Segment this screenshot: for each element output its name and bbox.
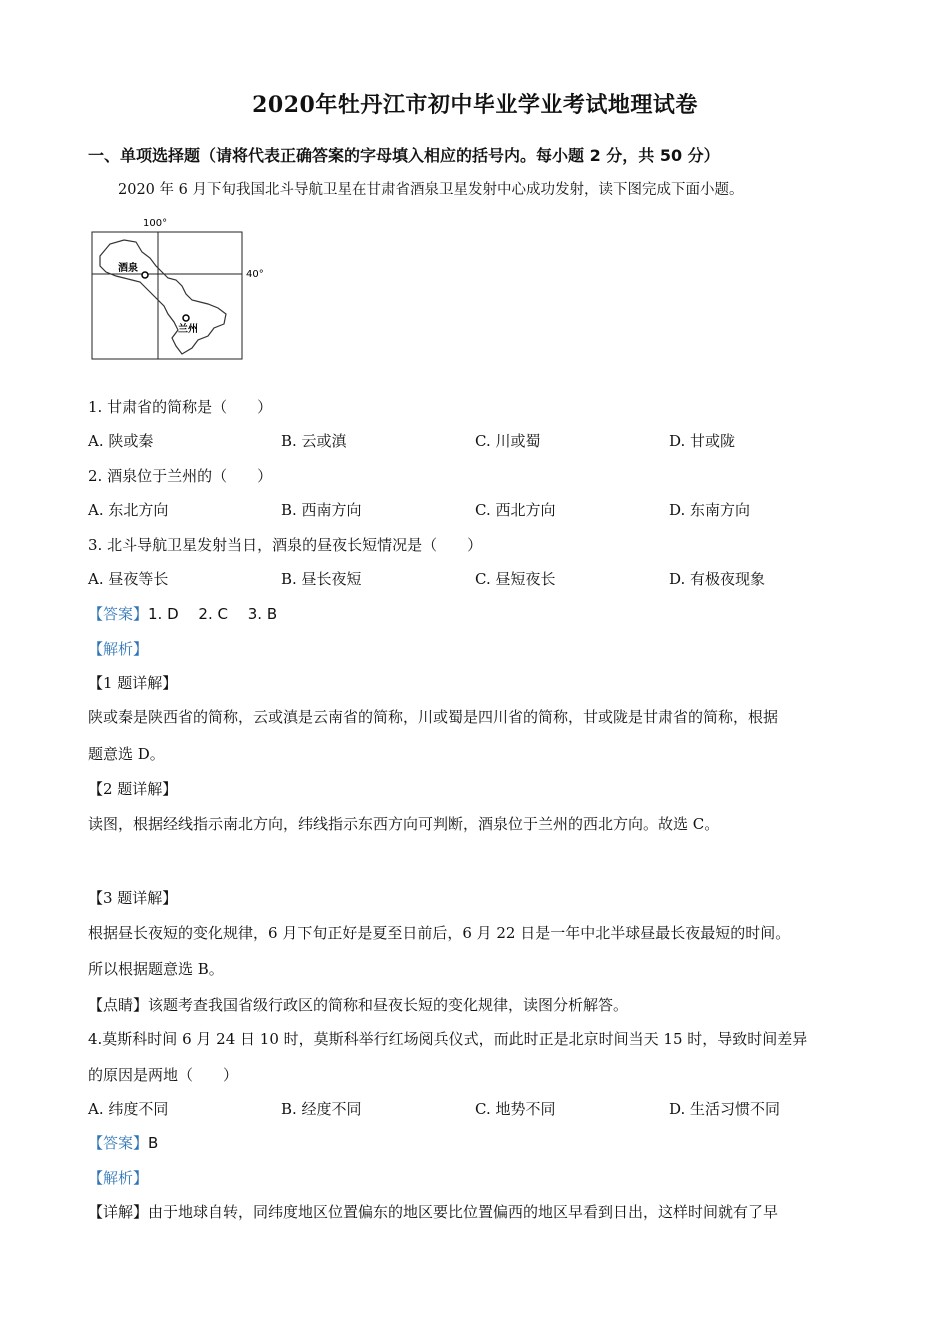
answer-row-4 bbox=[88, 1132, 158, 1153]
q1-option-d: D. 甘或陇 bbox=[669, 432, 736, 450]
q4-option-c: C. 地势不同 bbox=[475, 1100, 556, 1118]
answer-label: 【答案】 bbox=[88, 605, 149, 623]
section-heading: 一、单项选择题（请将代表正确答案的字母填入相应的括号内。每小题 2 分，共 50 分） bbox=[88, 146, 720, 165]
q2-option-a: A. 东北方向 bbox=[88, 501, 169, 519]
answer-text: 1. D 2. C 3. B bbox=[148, 605, 278, 623]
question-3-stem: 3. 北斗导航卫星发射当日，酒泉的昼夜长短情况是（ ） bbox=[88, 536, 483, 554]
gansu-map bbox=[88, 214, 288, 364]
q1-option-c: C. 川或蜀 bbox=[475, 432, 541, 450]
answer-label: 【答案】 bbox=[88, 1134, 149, 1152]
q1-option-b: B. 云或滇 bbox=[281, 432, 347, 450]
dianjing-note: 【点睛】该题考查我国省级行政区的简称和昼夜长短的变化规律，读图分析解答。 bbox=[88, 996, 629, 1014]
detail-1-line-2: 题意选 D。 bbox=[88, 745, 165, 763]
detail-3-line-1: 根据昼长夜短的变化规律，6 月下旬正好是夏至日前后，6 月 22 日是一年中北半球昼最长夜最短的时间。 bbox=[88, 924, 791, 942]
answer-text: B bbox=[148, 1134, 159, 1152]
question-4-stem-line-1: 4.莫斯科时间 6 月 24 日 10 时，莫斯科举行红场阅兵仪式，而此时正是北京时间当天 15 时，导致时间差异 bbox=[88, 1030, 808, 1048]
q3-option-a: A. 昼夜等长 bbox=[88, 570, 169, 588]
q4-option-d: D. 生活习惯不同 bbox=[669, 1100, 781, 1118]
detail-1-label: 【1 题详解】 bbox=[88, 674, 178, 692]
q3-option-b: B. 昼长夜短 bbox=[281, 570, 362, 588]
analysis-label-1: 【解析】 bbox=[88, 640, 149, 658]
detail-1-line-1: 陕或秦是陕西省的简称，云或滇是云南省的简称，川或蜀是四川省的简称，甘或陇是甘肃省的简称，根据 bbox=[88, 708, 779, 726]
detail-2-label: 【2 题详解】 bbox=[88, 780, 178, 798]
city-label-lanzhou: 兰州 bbox=[178, 324, 198, 335]
q4-option-a: A. 纬度不同 bbox=[88, 1100, 169, 1118]
question-4-stem-line-2: 的原因是两地（ ） bbox=[88, 1066, 239, 1084]
question-1-stem: 1. 甘肃省的简称是（ ） bbox=[88, 398, 273, 416]
map-graphic bbox=[88, 214, 288, 364]
page-title: 2020年牡丹江市初中毕业学业考试地理试卷 bbox=[252, 92, 698, 118]
q2-option-b: B. 西南方向 bbox=[281, 501, 362, 519]
q3-option-d: D. 有极夜现象 bbox=[669, 570, 766, 588]
q1-option-a: A. 陕或秦 bbox=[88, 432, 154, 450]
question-2-stem: 2. 酒泉位于兰州的（ ） bbox=[88, 467, 273, 485]
lanzhou-marker bbox=[183, 315, 189, 321]
q3-option-c: C. 昼短夜长 bbox=[475, 570, 556, 588]
q2-option-d: D. 东南方向 bbox=[669, 501, 751, 519]
answer-row-1 bbox=[88, 603, 277, 624]
gansu-outline bbox=[100, 240, 226, 354]
detail-3-label: 【3 题详解】 bbox=[88, 889, 178, 907]
detail-2-line-1: 读图，根据经线指示南北方向，纬线指示东西方向可判断，酒泉位于兰州的西北方向。故选 C。 bbox=[88, 815, 720, 833]
q2-option-c: C. 西北方向 bbox=[475, 501, 556, 519]
latitude-label: 40° bbox=[246, 269, 264, 280]
detail-3-line-2: 所以根据题意选 B。 bbox=[88, 960, 224, 978]
jiuquan-marker bbox=[142, 272, 148, 278]
question-intro: 2020 年 6 月下旬我国北斗导航卫星在甘肃省酒泉卫星发射中心成功发射，读下图完成下面小题。 bbox=[118, 182, 744, 198]
city-label-jiuquan: 酒泉 bbox=[118, 263, 138, 274]
q4-option-b: B. 经度不同 bbox=[281, 1100, 362, 1118]
longitude-label: 100° bbox=[143, 218, 168, 229]
detail-4-line-1: 【详解】由于地球自转，同纬度地区位置偏东的地区要比位置偏西的地区早看到日出，这样时间就有了早 bbox=[88, 1203, 779, 1221]
analysis-label-4: 【解析】 bbox=[88, 1169, 149, 1187]
